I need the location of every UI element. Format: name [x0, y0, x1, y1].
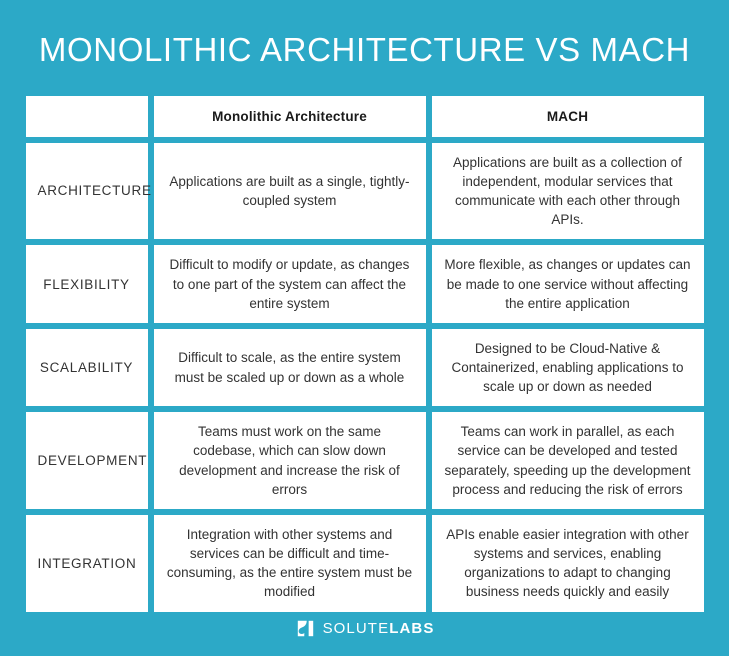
brand-footer [295, 618, 435, 639]
row-mach-value: Applications are built as a collection of independent, modular services that communicate with each other through APIs. [432, 143, 704, 240]
row-mach-value: APIs enable easier integration with other systems and services, enabling organizations to adapt to changing business needs quickly and easily [432, 515, 704, 612]
row-monolithic-value: Difficult to scale, as the entire system must be scaled up or down as a whole [154, 329, 426, 406]
brand-name-bold: LABS [389, 619, 435, 637]
comparison-table [20, 90, 710, 618]
row-mach-value: Designed to be Cloud-Native & Containerized, enabling applications to scale up or down as needed [432, 329, 704, 406]
table-header-monolithic: Monolithic Architecture [154, 96, 426, 137]
row-mach-value: Teams can work in parallel, as each service can be developed and tested separately, speeding up the development process and reducing the risk of errors [432, 412, 704, 509]
solutelabs-logo-icon [295, 618, 316, 639]
brand-name [323, 621, 435, 636]
row-monolithic-value: Integration with other systems and services can be difficult and time-consuming, as the entire system must be modified [154, 515, 426, 612]
brand-name-light: SOLUTE [322, 619, 390, 637]
row-feature-label: ARCHITECTURE [26, 143, 148, 240]
table-row [26, 412, 704, 509]
table-row [26, 143, 704, 240]
row-feature-label: SCALABILITY [26, 329, 148, 406]
row-mach-value: More flexible, as changes or updates can be made to one service without affecting the entire application [432, 245, 704, 322]
row-monolithic-value: Difficult to modify or update, as changes to one part of the system can affect the entire system [154, 245, 426, 322]
table-row [26, 515, 704, 612]
table-header-corner [26, 96, 148, 137]
row-feature-label: FLEXIBILITY [26, 245, 148, 322]
table-header-row [26, 96, 704, 137]
row-feature-label: DEVELOPMENT [26, 412, 148, 509]
table-header-mach: MACH [432, 96, 704, 137]
row-feature-label: INTEGRATION [26, 515, 148, 612]
table-row [26, 245, 704, 322]
row-monolithic-value: Applications are built as a single, tightly-coupled system [154, 143, 426, 240]
table-row [26, 329, 704, 406]
page-title: MONOLITHIC ARCHITECTURE VS MACH [38, 31, 691, 68]
row-monolithic-value: Teams must work on the same codebase, which can slow down development and increase the risk of errors [154, 412, 426, 509]
